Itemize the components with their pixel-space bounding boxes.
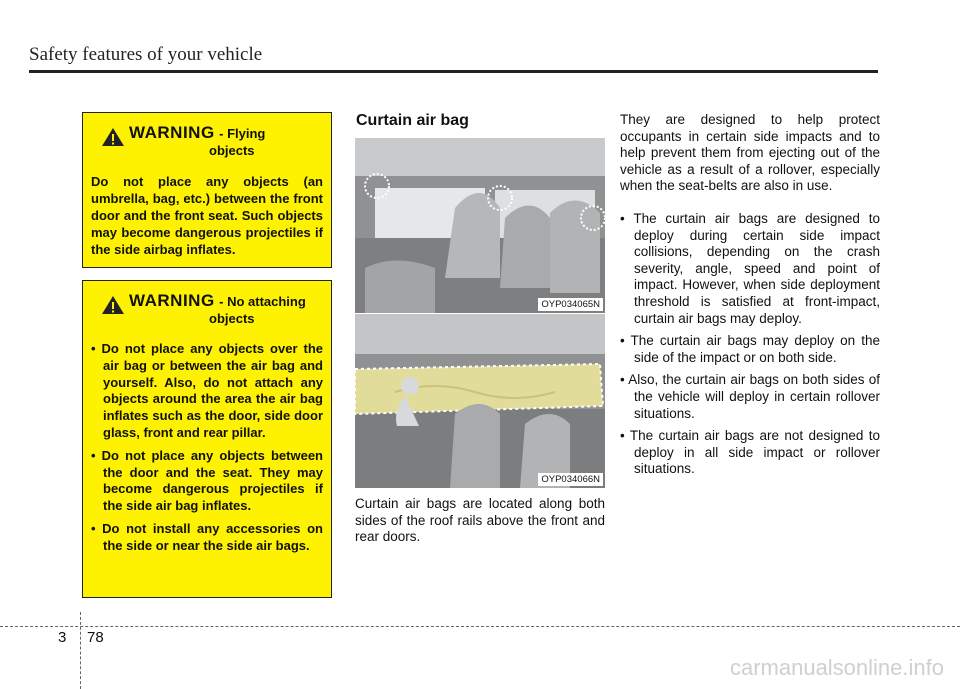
- right-bullet-list: [620, 211, 880, 484]
- footer-dashed-divider: [80, 612, 81, 689]
- chapter-number: 3: [58, 629, 67, 646]
- warning-label: WARNING: [129, 123, 215, 142]
- warning-bullet: • Do not install any accessories on the side or near the side air bags.: [91, 520, 323, 553]
- warning-subtitle: - No attaching: [219, 294, 306, 309]
- curtain-airbag-illustration: [355, 314, 605, 488]
- right-bullet: • The curtain air bags are not designed to deploy in all side impact or rollover situations.: [620, 428, 880, 477]
- warning-triangle-icon: [101, 295, 125, 315]
- warning-box-flying-objects: [82, 112, 332, 268]
- warning-subtitle-cont: objects: [209, 311, 255, 326]
- right-bullet: • Also, the curtain air bags on both sides of the vehicle will deploy in certain rollover situations.: [620, 372, 880, 421]
- right-bullet: • The curtain air bags may deploy on the side of the impact or on both side.: [620, 333, 880, 365]
- right-bullet: • The curtain air bags are designed to deploy during certain side impact collisions, depending on the crash severity, angle, speed and point of impact. However, when side deployment threshold is satisfied at front-impact, curtain air bags may deploy.: [620, 211, 880, 326]
- header-rule: [29, 70, 878, 73]
- warning-label: WARNING: [129, 291, 215, 310]
- interior-photo-top: [355, 138, 605, 313]
- section-title: Curtain air bag: [356, 112, 469, 129]
- warning-heading: [91, 291, 323, 331]
- warning-box-no-attaching: [82, 280, 332, 598]
- interior-photo-bottom: [355, 314, 605, 488]
- warning-bullet-list: [91, 341, 323, 555]
- right-intro-paragraph: They are designed to help protect occupants in certain side impacts and to help prevent them from ejecting out of the vehicle as a result of a rollover, especially when the seat-belts are also in use.: [620, 112, 880, 194]
- warning-body: Do not place any objects (an umbrella, bag, etc.) between the front door and the front seat. Such objects may become dangerous projectiles if the side airbag inflates.: [91, 174, 323, 257]
- warning-bullet: • Do not place any objects over the air bag or between the air bag and yourself. Also, do not attach any objects around the area the air bag inflates such as the door, side door glass, front and rear pillar.: [91, 341, 323, 440]
- image-code-label: OYP034066N: [538, 473, 603, 486]
- image-code-label: OYP034065N: [538, 298, 603, 311]
- footer-dashed-rule: [0, 626, 960, 627]
- watermark: carmanualsonline.info: [729, 655, 944, 680]
- middle-paragraph: Curtain air bags are located along both sides of the roof rails above the front and rear doors.: [355, 496, 605, 545]
- warning-subtitle: - Flying: [219, 126, 266, 141]
- page-header-title: Safety features of your vehicle: [29, 44, 263, 65]
- warning-heading: [91, 123, 323, 163]
- warning-bullet: • Do not place any objects between the door and the seat. They may become dangerous projectiles if the side air bag inflates.: [91, 447, 323, 514]
- car-interior-illustration: [355, 138, 605, 313]
- warning-triangle-icon: [101, 127, 125, 147]
- page-number: 78: [87, 629, 104, 646]
- warning-subtitle-cont: objects: [209, 143, 255, 158]
